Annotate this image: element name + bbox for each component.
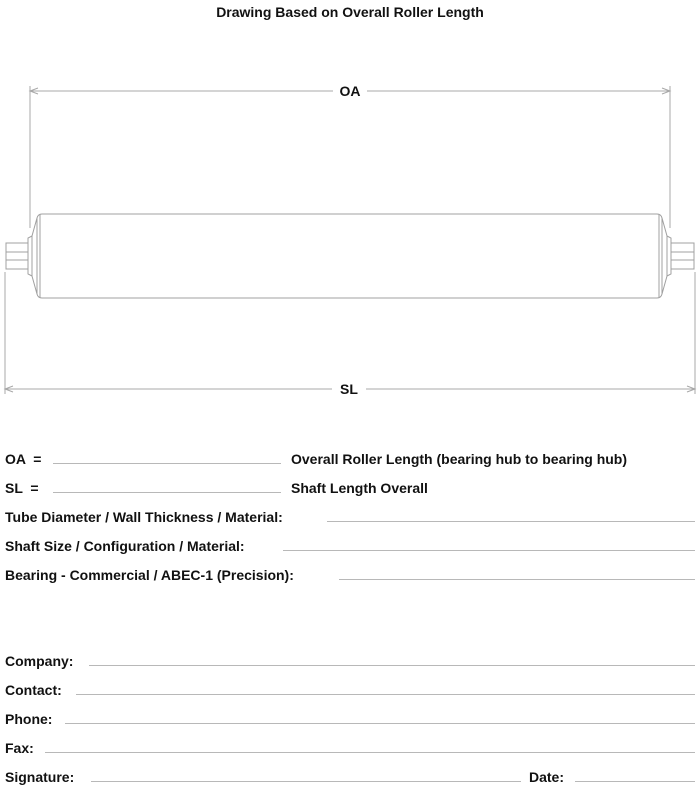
signature-field-row bbox=[5, 769, 695, 789]
oa-field-label: OA = bbox=[5, 451, 42, 467]
bearing-field-row bbox=[5, 567, 695, 587]
sl-input-line[interactable] bbox=[53, 492, 281, 493]
date-field-label: Date: bbox=[529, 769, 565, 785]
sl-description: Shaft Length Overall bbox=[291, 480, 428, 496]
phone-input-line[interactable] bbox=[65, 723, 695, 724]
fax-field-row bbox=[5, 740, 695, 760]
sl-dimension bbox=[5, 272, 695, 394]
shaft-input-line[interactable] bbox=[283, 550, 695, 551]
bearing-input-line[interactable] bbox=[339, 579, 695, 580]
signature-input-line[interactable] bbox=[91, 781, 521, 782]
sl-field-label: SL = bbox=[5, 480, 39, 496]
oa-dimension bbox=[30, 86, 670, 228]
sl-label: SL bbox=[340, 381, 358, 397]
fax-field-label: Fax: bbox=[5, 740, 34, 756]
roller-body bbox=[6, 214, 694, 298]
sl-field-row bbox=[5, 480, 695, 500]
fax-input-line[interactable] bbox=[45, 752, 695, 753]
date-input-line[interactable] bbox=[575, 781, 695, 782]
tube-field-label: Tube Diameter / Wall Thickness / Material: bbox=[5, 509, 283, 525]
oa-label: OA bbox=[339, 83, 361, 99]
oa-field-row bbox=[5, 451, 695, 471]
contact-input-line[interactable] bbox=[76, 694, 695, 695]
contact-field-row bbox=[5, 682, 695, 702]
contact-field-label: Contact: bbox=[5, 682, 62, 698]
signature-field-label: Signature: bbox=[5, 769, 75, 785]
shaft-field-label: Shaft Size / Configuration / Material: bbox=[5, 538, 245, 554]
bearing-field-label: Bearing - Commercial / ABEC-1 (Precision): bbox=[5, 567, 294, 583]
phone-field-row bbox=[5, 711, 695, 731]
shaft-field-row bbox=[5, 538, 695, 558]
company-field-label: Company: bbox=[5, 653, 74, 669]
drawing-title: Drawing Based on Overall Roller Length bbox=[216, 4, 484, 20]
phone-field-label: Phone: bbox=[5, 711, 53, 727]
company-input-line[interactable] bbox=[89, 665, 695, 666]
oa-description: Overall Roller Length (bearing hub to bearing hub) bbox=[291, 451, 628, 467]
company-field-row bbox=[5, 653, 695, 673]
tube-input-line[interactable] bbox=[327, 521, 695, 522]
tube-field-row bbox=[5, 509, 695, 529]
oa-input-line[interactable] bbox=[53, 463, 281, 464]
